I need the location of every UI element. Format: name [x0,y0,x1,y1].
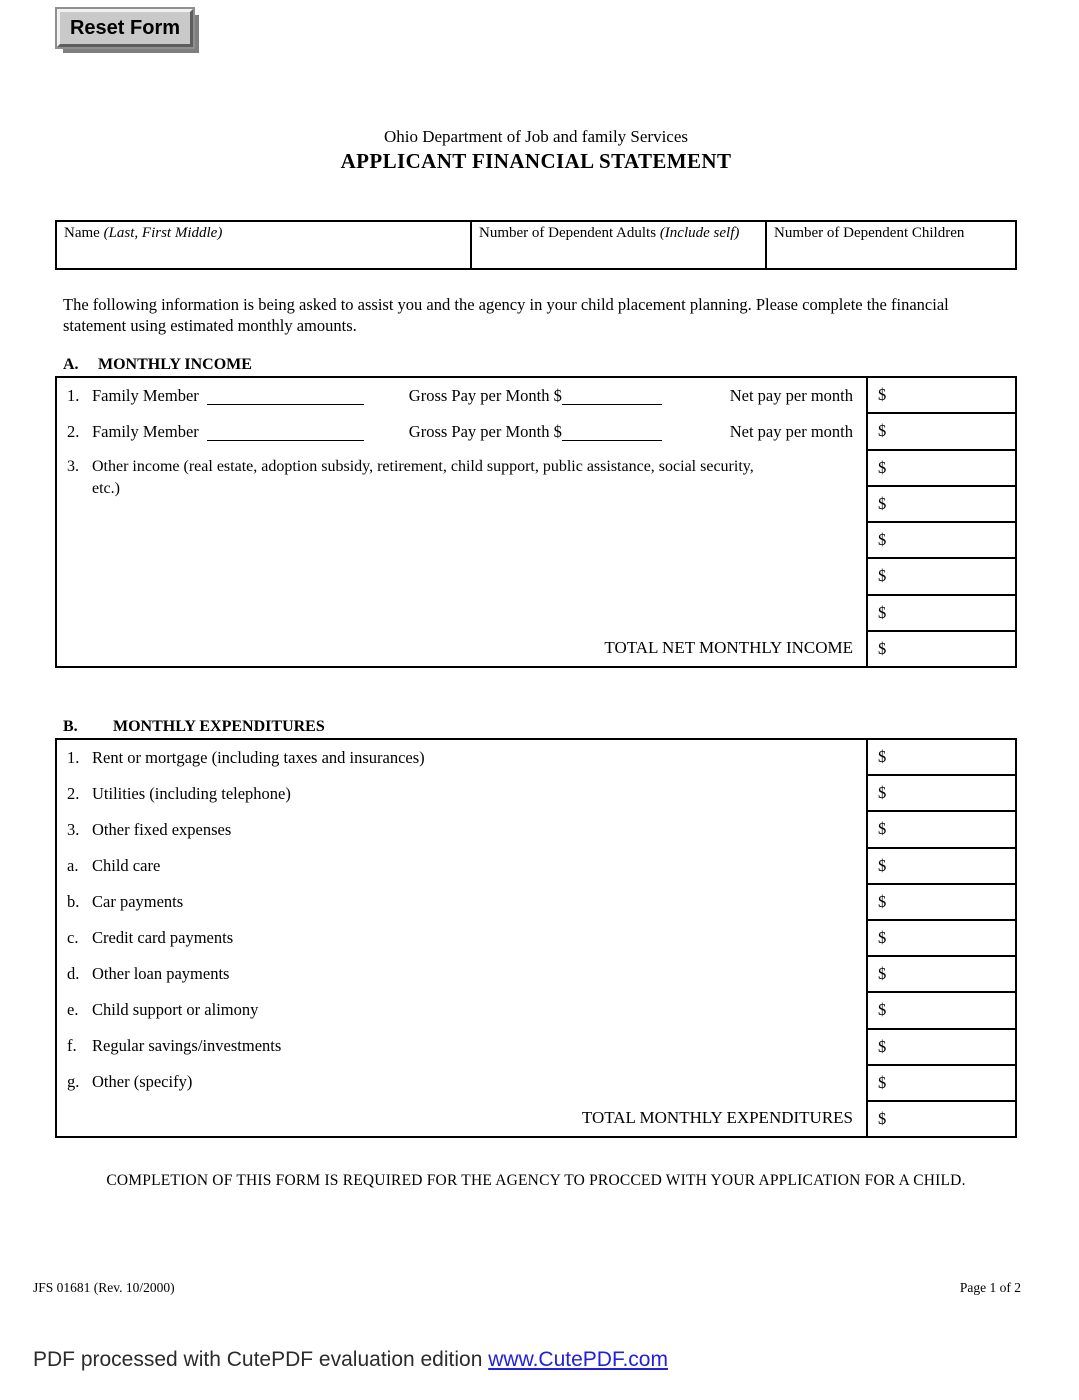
reset-form-button[interactable]: Reset Form [57,9,193,47]
form-number: JFS 01681 (Rev. 10/2000) [33,1280,175,1295]
expenditure-amount-column [866,740,1015,1136]
gross-pay-label: Gross Pay per Month $ [408,422,562,441]
gross-pay-blank-line[interactable] [562,387,662,405]
expense-label: Other (specify) [92,1072,193,1091]
expense-label: Other loan payments [92,964,230,983]
row-number: 3. [67,458,79,475]
expense-row-other-loans [57,956,866,992]
family-member-label: Family Member [92,422,199,441]
row-number: d. [67,964,80,983]
expense-label: Regular savings/investments [92,1036,282,1055]
expense-row-utilities [57,776,866,812]
expense-row-child-care [57,848,866,884]
income-row-family-member-1 [57,378,866,414]
section-b-heading [63,718,325,736]
name-field[interactable] [57,222,470,268]
expense-row-credit-card [57,920,866,956]
name-hint: (Last, First Middle) [103,225,223,241]
row-number: 2. [67,422,80,441]
row-number: 2. [67,784,80,803]
expense-label: Child support or alimony [92,1000,259,1019]
expense-amount-field[interactable]: $ [866,740,1015,774]
expense-amount-field[interactable]: $ [866,991,1015,1027]
gross-pay-label: Gross Pay per Month $ [408,386,562,405]
dependent-children-field[interactable] [765,222,1015,268]
total-net-monthly-income-field[interactable]: $ [866,630,1015,666]
row-number: 3. [67,820,80,839]
income-table-left-column [57,378,866,666]
gross-pay-blank-line[interactable] [562,423,662,441]
expense-amount-field[interactable]: $ [866,810,1015,846]
expense-amount-field[interactable]: $ [866,883,1015,919]
dependent-adults-label: Number of Dependent Adults [479,225,660,241]
expense-amount-field[interactable]: $ [866,774,1015,810]
other-income-line2: etc.) [92,480,120,497]
expense-label: Other fixed expenses [92,820,232,839]
completion-notice: COMPLETION OF THIS FORM IS REQUIRED FOR THE AGENCY TO PROCCED WITH YOUR APPLICATION FOR A CHILD. [106,1172,966,1189]
row-number: g. [67,1072,80,1091]
income-amount-field[interactable]: $ [866,485,1015,521]
dependent-adults-field[interactable] [470,222,765,268]
income-amount-column [866,378,1015,666]
row-number: c. [67,928,79,947]
expense-amount-field[interactable]: $ [866,1028,1015,1064]
expense-label: Credit card payments [92,928,234,947]
income-amount-field[interactable]: $ [866,378,1015,412]
expense-label: Rent or mortgage (including taxes and insurances) [92,748,425,767]
row-number: b. [67,892,80,911]
total-monthly-expenditures-label: TOTAL MONTHLY EXPENDITURES [581,1108,853,1127]
expense-amount-field[interactable]: $ [866,955,1015,991]
total-net-monthly-income-label: TOTAL NET MONTHLY INCOME [604,638,853,657]
page-indicator: Page 1 of 2 [959,1280,1021,1295]
other-income-line1 [67,456,852,478]
income-amount-field[interactable]: $ [866,521,1015,557]
monthly-income-table [55,376,1017,668]
income-amount-field[interactable]: $ [866,449,1015,485]
net-pay-label: Net pay per month [729,386,853,405]
expenditures-table-left-column [57,740,866,1136]
expense-amount-field[interactable]: $ [866,919,1015,955]
family-member-blank-line[interactable] [207,423,364,441]
expense-row-rent [57,740,866,776]
income-amount-field[interactable]: $ [866,412,1015,448]
document-header [55,127,1017,174]
expense-row-savings [57,1028,866,1064]
net-pay-label: Net pay per month [729,422,853,441]
dependent-adults-hint: (Include self) [659,225,740,241]
monthly-expenditures-table [55,738,1017,1138]
expense-row-car-payments [57,884,866,920]
row-number: a. [67,856,79,875]
total-monthly-expenditures-field[interactable]: $ [866,1100,1015,1136]
cutepdf-banner [33,1348,668,1372]
family-member-label: Family Member [92,386,199,405]
agency-name: Ohio Department of Job and family Services [383,127,689,146]
other-income-text: Other income (real estate, adoption subsidy, retirement, child support, public assistance, social security, [92,458,754,475]
row-number: f. [67,1036,77,1055]
expense-label: Car payments [92,892,184,911]
expense-row-other-fixed [57,812,866,848]
name-table [55,220,1017,270]
section-a-letter: A. [63,356,79,373]
expense-row-child-support [57,992,866,1028]
intro-paragraph: The following information is being asked to assist you and the agency in your child placement planning. Please complete the financial statement using estimated monthly amounts. [63,295,949,335]
cutepdf-banner-text: PDF processed with CutePDF evaluation edition [33,1348,489,1371]
expense-row-other-specify [57,1064,866,1100]
section-a-title: MONTHLY INCOME [98,356,252,373]
income-row-family-member-2 [57,414,866,450]
page-title: APPLICANT FINANCIAL STATEMENT [340,149,732,173]
expense-amount-field[interactable]: $ [866,1064,1015,1100]
income-amount-field[interactable]: $ [866,557,1015,593]
section-b-title: MONTHLY EXPENDITURES [113,718,325,735]
section-a-heading [63,356,252,374]
row-number: 1. [67,748,80,767]
row-number: 1. [67,386,80,405]
expense-label: Utilities (including telephone) [92,784,291,803]
cutepdf-link[interactable]: www.CutePDF.com [488,1348,668,1371]
section-b-letter: B. [63,718,78,735]
expense-amount-field[interactable]: $ [866,847,1015,883]
name-label: Name [64,225,104,241]
income-amount-field[interactable]: $ [866,594,1015,630]
row-number: e. [67,1000,79,1019]
expense-label: Child care [92,856,161,875]
dependent-children-label: Number of Dependent Children [774,225,965,241]
income-row-other-income [57,450,866,630]
family-member-blank-line[interactable] [207,387,364,405]
